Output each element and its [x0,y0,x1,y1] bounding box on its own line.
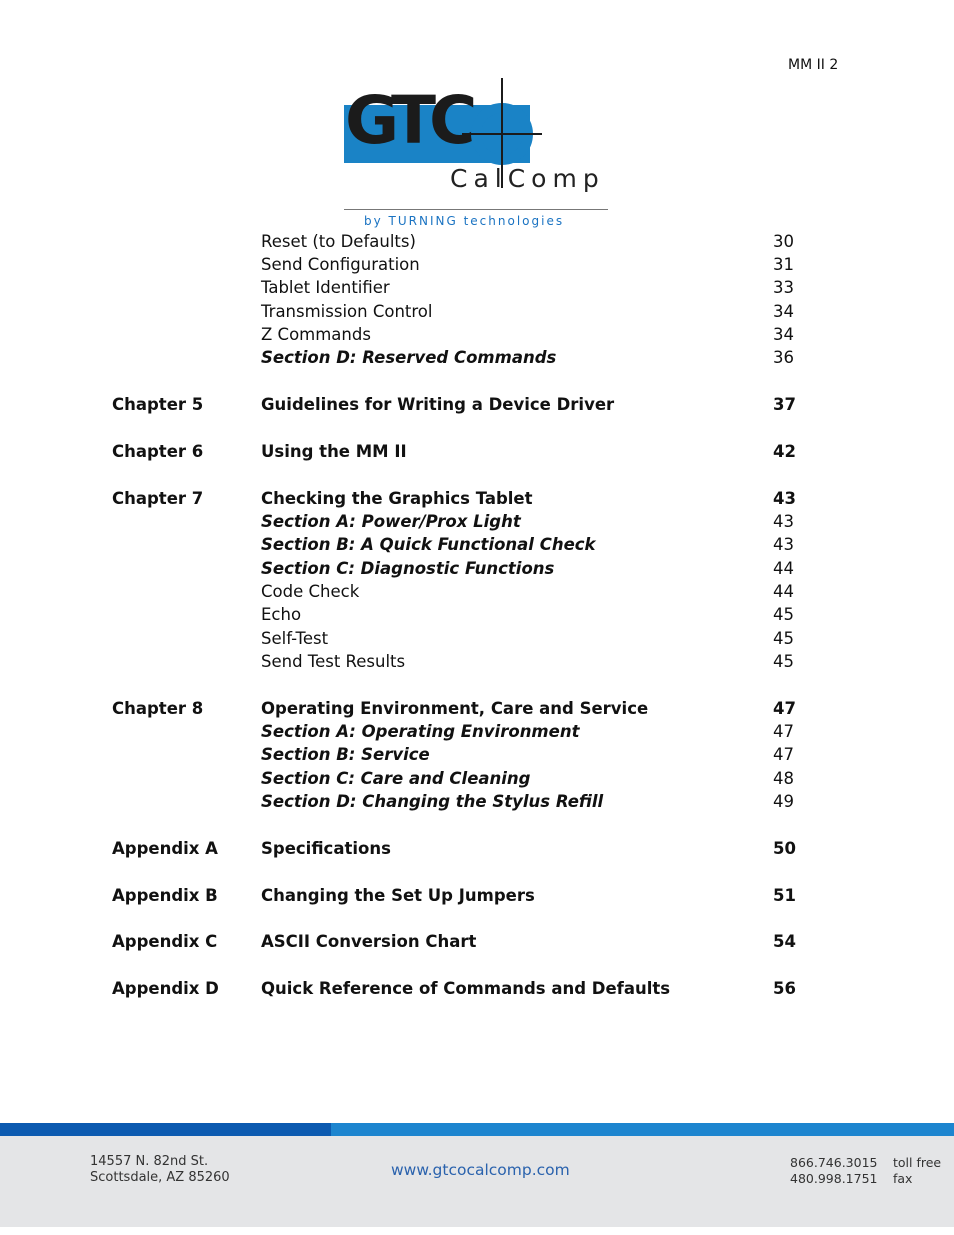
logo-rule [344,209,608,210]
toc-entry-page: 43 [773,535,794,554]
page-bottom-margin [0,1227,954,1235]
toc-entry-title: Self-Test [261,629,329,648]
toc-entry-page: 45 [773,652,794,671]
toc-entry-page: 48 [773,769,794,788]
toc-entry-page: 42 [773,442,796,461]
toc-entry-title: Send Test Results [261,652,406,671]
toc-entry-title: Echo [261,605,302,624]
toc-entry-page: 54 [773,932,796,951]
toc-entry-title: Using the MM II [261,442,407,461]
fax-label: fax [893,1171,913,1186]
logo-wordmark: GTC [345,82,471,159]
footer-bar-dark [0,1123,331,1136]
toc-entry-title: Section B: A Quick Functional Check [261,535,596,554]
toc-entry-page: 43 [773,489,796,508]
toc-entry-title: Section B: Service [261,745,430,764]
toc-entry-title: Section D: Changing the Stylus Refill [261,792,604,811]
toc-entry-title: Send Configuration [261,255,420,274]
address-line-1: 14557 N. 82nd St. [90,1154,209,1169]
toc-entry-title: Quick Reference of Commands and Defaults [261,979,671,998]
gtco-calcomp-logo [344,78,610,228]
toc-entry-page: 34 [773,302,794,321]
toc-entry-title: Section D: Reserved Commands [261,348,557,367]
address-line-2: Scottsdale, AZ 85260 [90,1170,230,1185]
phone-toll-free: 866.746.3015 [790,1155,878,1170]
toc-entry-page: 34 [773,325,794,344]
toll-free-label: toll free [893,1155,942,1170]
toc-entry-title: Transmission Control [261,302,433,321]
toc-entry-page: 49 [773,792,794,811]
toc-entry-label: Appendix C [112,932,218,951]
toc-entry-label: Chapter 6 [112,442,204,461]
toc-entry-page: 51 [773,886,796,905]
toc-entry-page: 47 [773,745,794,764]
toc-entry-title: Z Commands [261,325,371,344]
toc-entry-title: ASCII Conversion Chart [261,932,477,951]
toc-entry-title: Guidelines for Writing a Device Driver [261,395,615,414]
toc-entry-page: 45 [773,605,794,624]
website-link[interactable]: www.gtcocalcomp.com [391,1161,570,1179]
logo-tagline: by TURNING technologies [364,214,565,228]
toc-entry-title: Checking the Graphics Tablet [261,489,533,508]
toc-entry-page: 56 [773,979,796,998]
toc-entry-title: Reset (to Defaults) [261,232,416,251]
toc-entry-label: Chapter 5 [112,395,204,414]
toc-entry-title: Section C: Care and Cleaning [261,769,531,788]
footer-phones [790,1155,877,1187]
toc-entry-page: 50 [773,839,796,858]
footer-address [90,1154,230,1186]
toc-entry-page: 47 [773,699,796,718]
toc-entry-title: Section A: Operating Environment [261,722,580,741]
toc-entry-title: Specifications [261,839,391,858]
logo-subtitle: CalComp [450,164,605,193]
toc-entry-title: Section A: Power/Prox Light [261,512,521,531]
toc-entry-page: 37 [773,395,796,414]
toc-entry-page: 44 [773,559,794,578]
toc-entry-page: 36 [773,348,794,367]
toc-entry-page: 30 [773,232,794,251]
toc-entry-label: Appendix B [112,886,218,905]
footer-phone-labels [893,1155,941,1187]
toc-entry-page: 43 [773,512,794,531]
toc-entry-title: Tablet Identifier [261,278,390,297]
toc-entry-title: Operating Environment, Care and Service [261,699,649,718]
toc-entry-page: 31 [773,255,794,274]
toc-entry-label: Appendix A [112,839,218,858]
toc-entry-page: 47 [773,722,794,741]
toc-entry-title: Section C: Diagnostic Functions [261,559,555,578]
toc-entry-page: 44 [773,582,794,601]
toc-entry-label: Chapter 8 [112,699,204,718]
page-number: MM II 2 [788,57,839,73]
toc-entry-page: 45 [773,629,794,648]
footer-bar-light [331,1123,954,1136]
phone-fax: 480.998.1751 [790,1171,878,1186]
toc-entry-label: Appendix D [112,979,219,998]
toc-entry-title: Code Check [261,582,360,601]
footer [0,1123,954,1227]
toc-entry-page: 33 [773,278,794,297]
toc-entry-label: Chapter 7 [112,489,204,508]
toc-entry-title: Changing the Set Up Jumpers [261,886,535,905]
